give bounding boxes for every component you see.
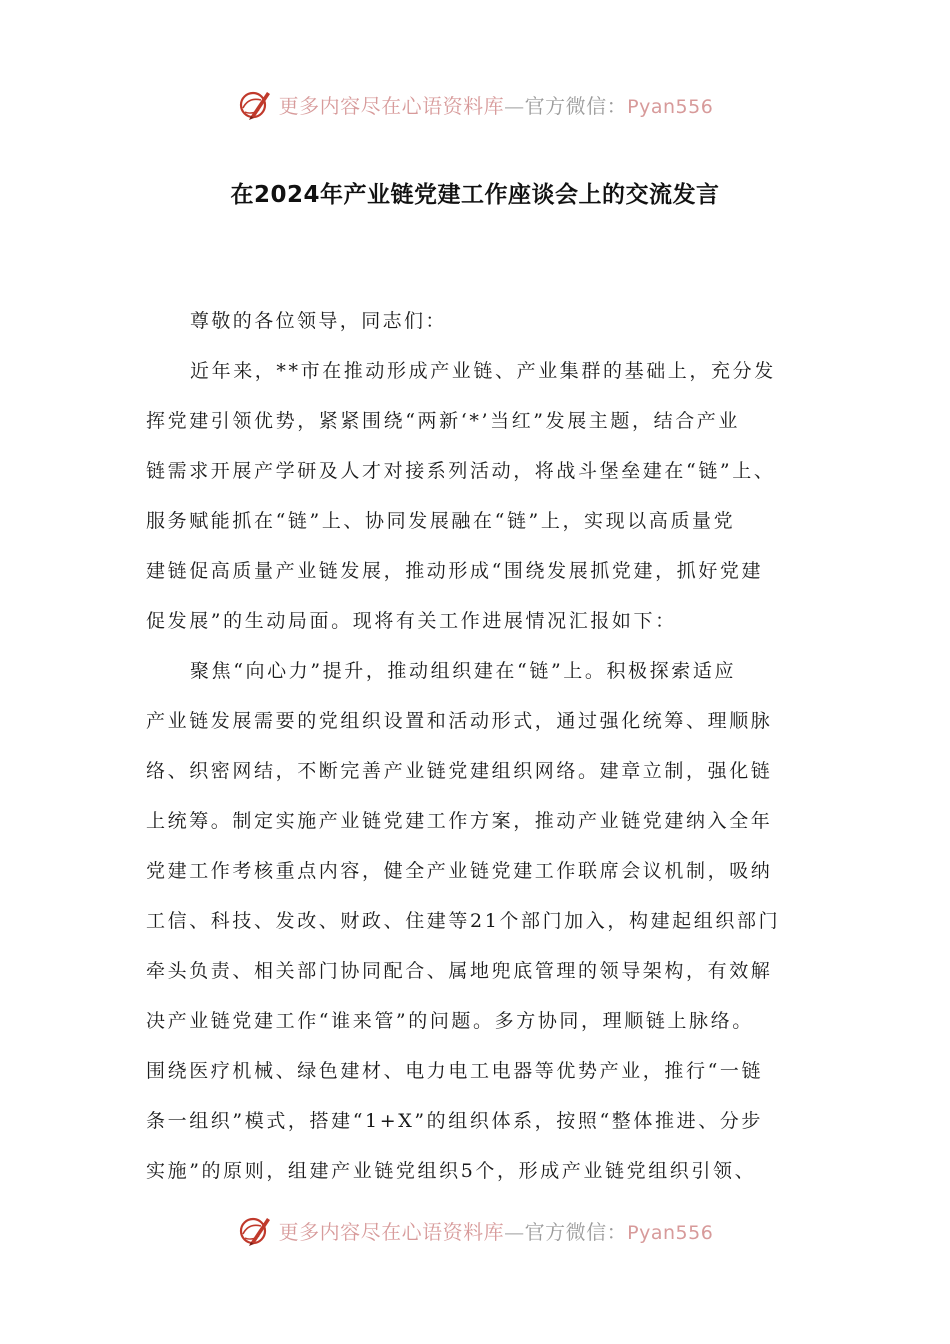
watermark-main-text: 更多内容尽在心语资料库 <box>278 1219 505 1244</box>
watermark-dash: — <box>504 93 525 118</box>
paragraph-2-line-11: 实施”的原则，组建产业链党组织5个，形成产业链党组织引领、 <box>146 1160 757 1182</box>
paragraph-2-line-7: 牵头负责、相关部门协同配合、属地兜底管理的领导架构，有效解 <box>146 960 773 982</box>
watermark-text <box>279 1216 714 1245</box>
paragraph-1-line-3: 链需求开展产学研及人才对接系列活动，将战斗堡垒建在“链”上、 <box>146 460 776 482</box>
paragraph-2-line-9: 围绕医疗机械、绿色建材、电力电工电器等优势产业，推行“一链 <box>146 1060 764 1082</box>
greeting-line: 尊敬的各位领导，同志们： <box>190 310 447 332</box>
watermark-dash: — <box>504 1219 525 1244</box>
pen-logo-icon <box>237 86 273 122</box>
document-title: 在2024年产业链党建工作座谈会上的交流发言 <box>230 182 720 208</box>
paragraph-2-line-6: 工信、科技、发改、财政、住建等21个部门加入，构建起组织部门 <box>146 910 781 932</box>
paragraph-2-line-4: 上统筹。制定实施产业链党建工作方案，推动产业链党建纳入全年 <box>146 810 773 832</box>
paragraph-1-line-2: 挥党建引领优势，紧紧围绕“两新‘*’当红”发展主题，结合产业 <box>146 410 741 432</box>
paragraph-2-line-2: 产业链发展需要的党组织设置和活动形式，通过强化统筹、理顺脉 <box>146 710 773 732</box>
watermark-main-text: 更多内容尽在心语资料库 <box>278 93 505 118</box>
watermark-label: 官方微信： <box>524 1219 628 1244</box>
watermark-text <box>279 90 714 119</box>
watermark-label: 官方微信： <box>524 93 628 118</box>
watermark-footer <box>0 1208 950 1252</box>
watermark-wechat-id: Pyan556 <box>627 1221 714 1244</box>
watermark-header <box>0 82 950 126</box>
paragraph-1-line-4: 服务赋能抓在“链”上、协同发展融在“链”上，实现以高质量党 <box>146 510 736 532</box>
document-body <box>146 296 806 1196</box>
paragraph-1-line-5: 建链促高质量产业链发展，推动形成“围绕发展抓党建，抓好党建 <box>146 560 764 582</box>
paragraph-1-line-6: 促发展”的生动局面。现将有关工作进展情况汇报如下： <box>146 610 677 632</box>
paragraph-2-line-1: 聚焦“向心力”提升，推动组织建在“链”上。积极探索适应 <box>190 660 737 682</box>
paragraph-2-line-5: 党建工作考核重点内容，健全产业链党建工作联席会议机制，吸纳 <box>146 860 773 882</box>
watermark-wechat-id: Pyan556 <box>627 95 714 118</box>
pen-logo-icon <box>237 1212 273 1248</box>
paragraph-2-line-3: 络、织密网结，不断完善产业链党建组织网络。建章立制，强化链 <box>146 760 773 782</box>
paragraph-2-line-10: 条一组织”模式，搭建“1+X”的组织体系，按照“整体推进、分步 <box>146 1110 763 1132</box>
paragraph-1-line-1: 近年来，**市在推动形成产业链、产业集群的基础上，充分发 <box>190 360 776 382</box>
paragraph-2-line-8: 决产业链党建工作“谁来管”的问题。多方协同，理顺链上脉络。 <box>146 1010 754 1032</box>
